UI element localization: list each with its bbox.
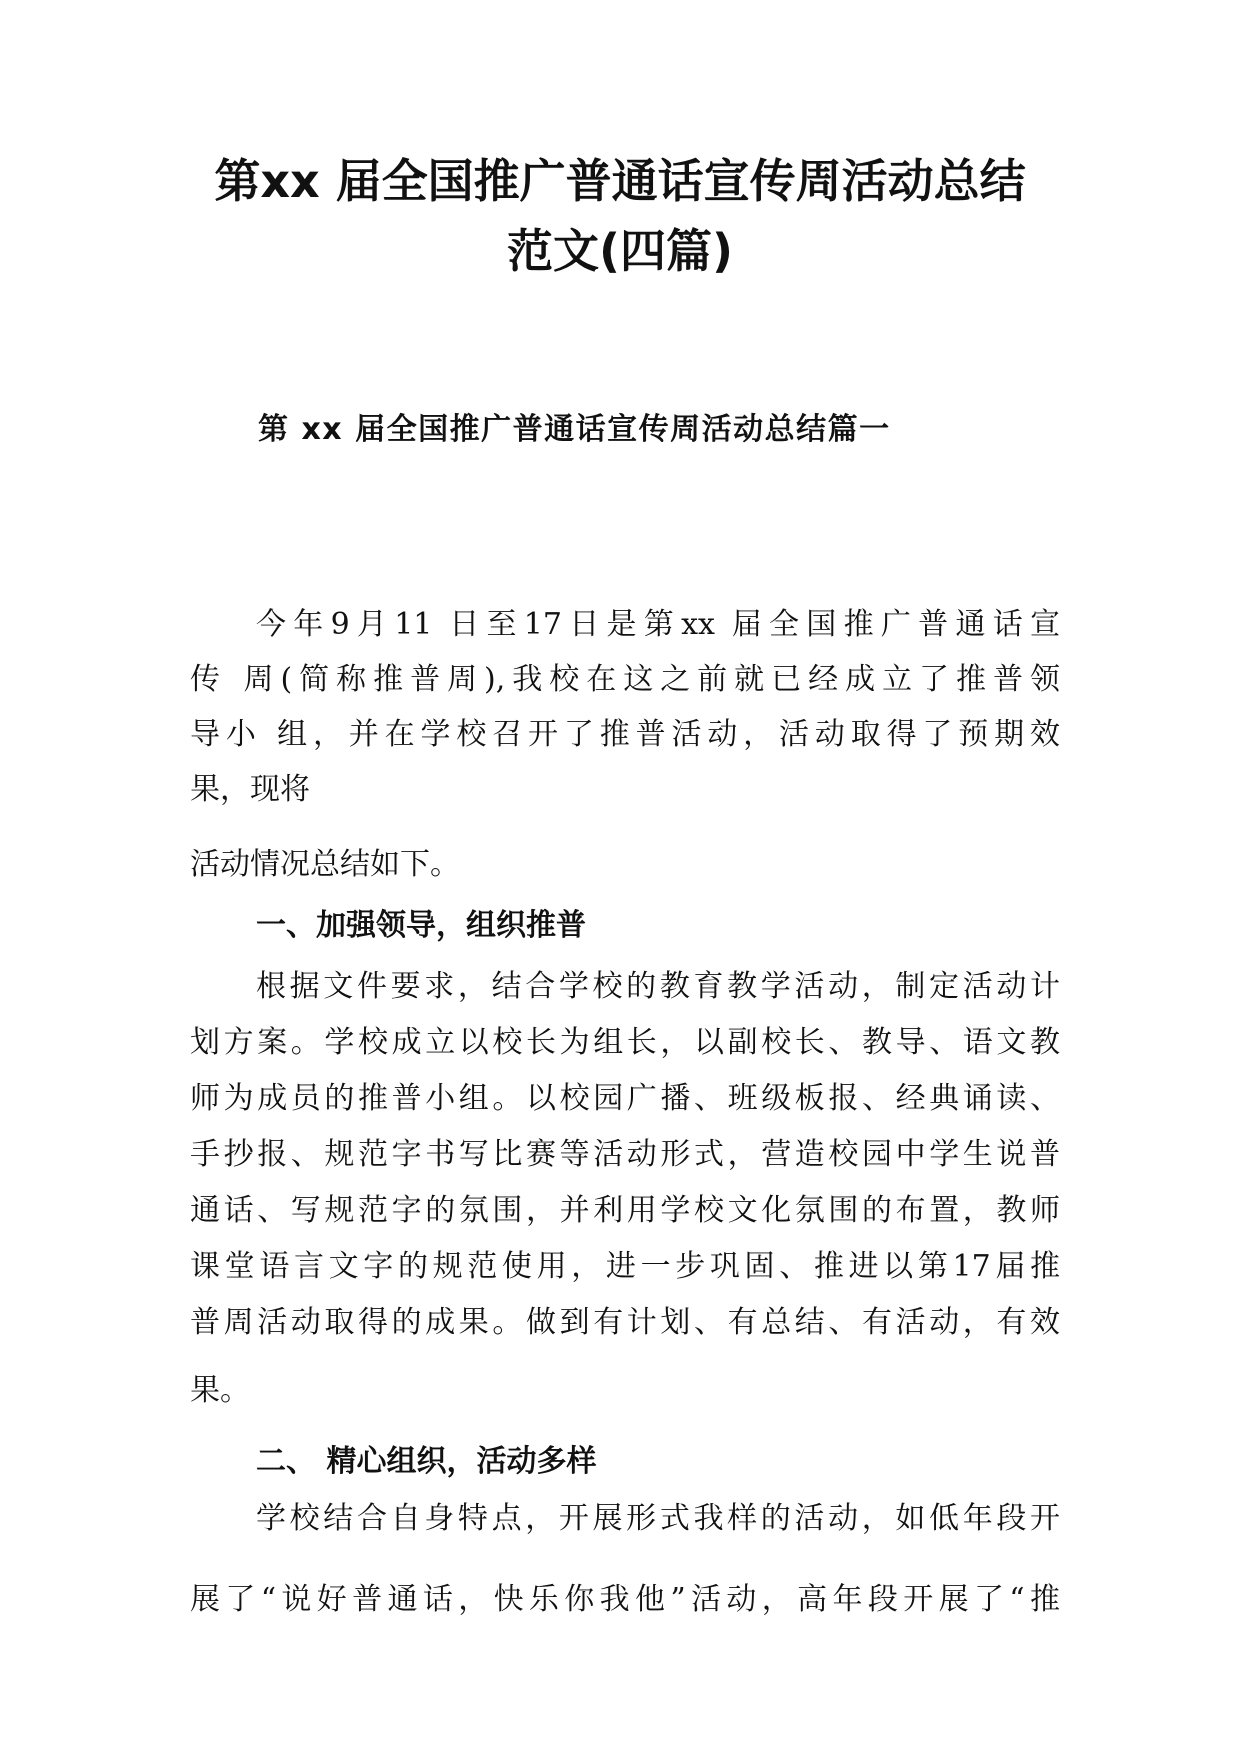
paragraph-line: 学校结合自身特点，开展形式我样的活动，如低年段开 xyxy=(256,1501,1060,1536)
paragraph-line: 划方案。学校成立以校长为组长，以副校长、教导、语文教 xyxy=(190,1025,1060,1060)
paragraph-line: 普周活动取得的成果。做到有计划、有总结、有活动，有效 xyxy=(190,1305,1060,1340)
paragraph-line: 果，现将 xyxy=(190,772,310,807)
paragraph-line: 师为成员的推普小组。以校园广播、班级板报、经典诵读、 xyxy=(190,1081,1060,1116)
document-title-line-2: 范文(四篇) xyxy=(506,224,734,278)
paragraph-line: 手抄报、规范字书写比赛等活动形式，营造校园中学生说普 xyxy=(190,1137,1060,1172)
section-heading: 第 xx 届全国推广普通话宣传周活动总结篇一 xyxy=(258,412,891,447)
paragraph-line: 传 周(简称推普周),我校在这之前就已经成立了推普领 xyxy=(190,662,1060,697)
paragraph-line: 通话、写规范字的氛围，并利用学校文化氛围的布置，教师 xyxy=(190,1193,1060,1228)
paragraph-line: 课堂语言文字的规范使用，进一步巩固、推进以第17届推 xyxy=(190,1249,1060,1284)
document-title-line-1: 第xx 届全国推广普通话宣传周活动总结 xyxy=(214,154,1026,208)
paragraph-line: 活动情况总结如下。 xyxy=(190,847,460,882)
subheading-2: 二、 精心组织，活动多样 xyxy=(256,1444,597,1479)
subheading-1: 一、加强领导，组织推普 xyxy=(256,908,586,943)
paragraph-line: 根据文件要求，结合学校的教育教学活动，制定活动计 xyxy=(256,969,1060,1004)
paragraph-line: 导小 组，并在学校召开了推普活动，活动取得了预期效 xyxy=(190,717,1060,752)
paragraph-line: 今年9月11 日至17日是第xx 届全国推广普通话宣 xyxy=(256,607,1060,642)
paragraph-line: 展了“说好普通话，快乐你我他”活动，高年段开展了“推 xyxy=(190,1582,1060,1617)
paragraph-line: 果。 xyxy=(190,1373,250,1408)
